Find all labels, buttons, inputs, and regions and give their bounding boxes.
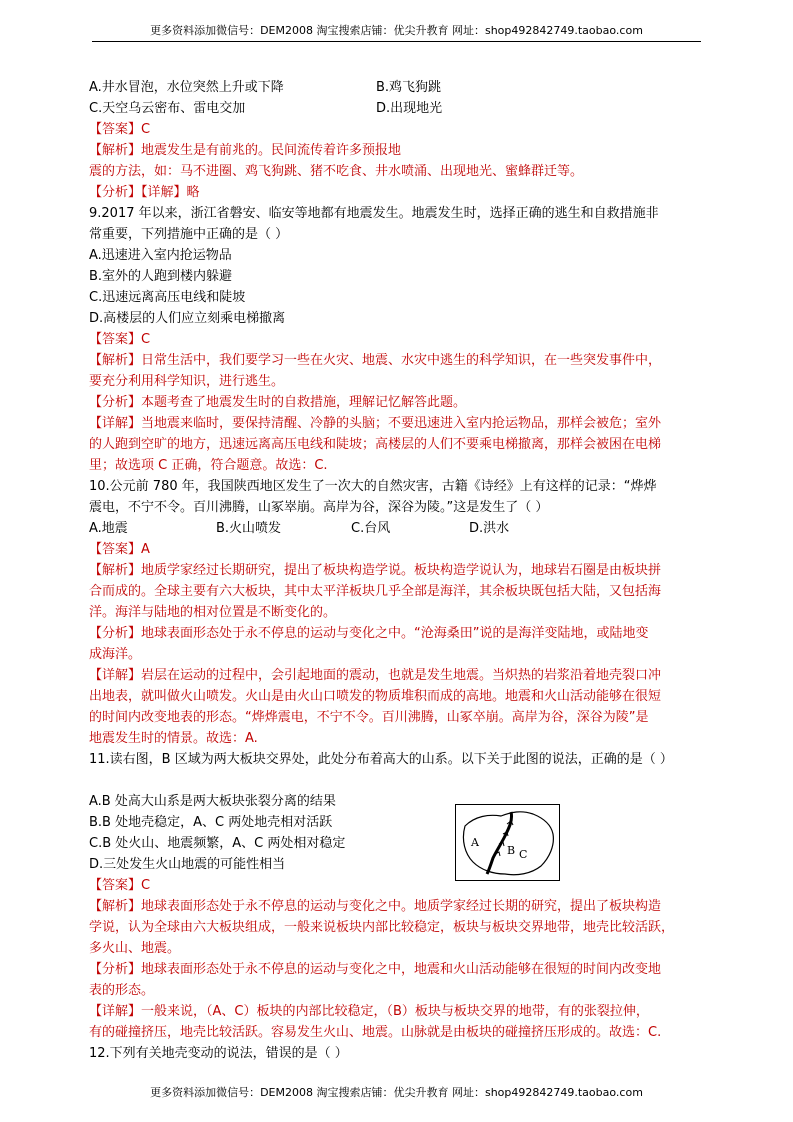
analysis: 多火山、地震。 xyxy=(89,941,181,956)
spacer xyxy=(89,770,704,791)
plate-map-svg xyxy=(455,804,560,881)
question-stem: 11.读右图，B 区域为两大板块交界处，此处分布着高大的山系。以下关于此图的说法，正确的是（ ） xyxy=(89,752,673,767)
detail: 的人跑到空旷的地方，迅速远离高压电线和陡坡；高楼层的人们不要乘电梯撤离，那样会被困在电梯 xyxy=(89,437,662,452)
fenxi: 【分析】地球表面形态处于永不停息的运动与变化之中。“沧海桑田”说的是海洋变陆地，或陆地变 xyxy=(89,626,649,641)
option-b: B.室外的人跑到楼内躲避 xyxy=(89,269,233,284)
option-d: D.洪水 xyxy=(469,521,510,536)
map-label-b: B xyxy=(507,844,516,857)
option-a: A.迅速进入室内抢运物品 xyxy=(89,248,232,263)
map-label-a: A xyxy=(471,836,479,849)
header-divider xyxy=(92,41,701,42)
option-b: B.B 处地壳稳定，A、C 两处地壳相对活跃 xyxy=(89,815,333,830)
page-header: 更多资料添加微信号：DEM2008 淘宝搜索店铺：优尖升教育 网址：shop492842749.taobao.com xyxy=(150,24,643,37)
page-footer: 更多资料添加微信号：DEM2008 淘宝搜索店铺：优尖升教育 网址：shop492842749.taobao.com xyxy=(150,1086,643,1099)
option-a: A.井水冒泡，水位突然上升或下降 xyxy=(89,80,284,95)
option-b: B.火山喷发 xyxy=(216,521,282,536)
fenxi: 【分析】本题考查了地震发生时的自救措施，理解记忆解答此题。 xyxy=(89,395,467,410)
detail: 出地表，就叫做火山喷发。火山是由火山口喷发的物质堆积而成的高地。地震和火山活动能够在很短 xyxy=(89,689,662,704)
answer: 【答案】A xyxy=(89,542,150,557)
analysis: 【解析】日常生活中，我们要学习一些在火灾、地震、水灾中逃生的科学知识，在一些突发事件中， xyxy=(89,353,662,368)
plate-map-figure xyxy=(455,804,560,881)
detail: 【详解】一般来说，（A、C）板块的内部比较稳定，（B）板块与板块交界的地带，有的张裂拉伸， xyxy=(89,1004,649,1019)
option-row xyxy=(89,98,704,119)
detail: 里；故选项 C 正确，符合题意。故选：C. xyxy=(89,458,328,473)
question-stem: 9.2017 年以来，浙江省磐安、临安等地都有地震发生。地震发生时，选择正确的逃生和自救措施非 xyxy=(89,206,659,221)
fenxi: 成海洋。 xyxy=(89,647,142,662)
question-stem: 12.下列有关地壳变动的说法，错误的是（ ） xyxy=(89,1046,348,1061)
option-row xyxy=(89,518,704,539)
detail: 有的碰撞挤压，地壳比较活跃。容易发生火山、地震。山脉就是由板块的碰撞挤压形成的。故选：C. xyxy=(89,1025,662,1040)
analysis: 【解析】地球表面形态处于永不停息的运动与变化之中。地质学家经过长期的研究，提出了板块构造 xyxy=(89,899,662,914)
analysis: 学说，认为全球由六大板块组成，一般来说板块内部比较稳定，板块与板块交界地带，地壳比较活跃， xyxy=(89,920,675,935)
option-c: C.天空乌云密布、雷电交加 xyxy=(89,101,246,116)
question-stem: 常重要，下列措施中正确的是（ ） xyxy=(89,227,289,242)
option-b: B.鸡飞狗跳 xyxy=(376,80,442,95)
option-c: C.台风 xyxy=(351,521,391,536)
analysis: 震的方法，如：马不进圈、鸡飞狗跳、猪不吃食、井水喷涌、出现地光、蜜蜂群迁等。 xyxy=(89,164,584,179)
analysis: 洋。海洋与陆地的相对位置是不断变化的。 xyxy=(89,605,337,620)
answer: 【答案】C xyxy=(89,122,151,137)
map-label-c: C xyxy=(519,848,528,861)
option-a: A.地震 xyxy=(89,521,128,536)
option-c: C.迅速远离高压电线和陡坡 xyxy=(89,290,246,305)
analysis: 要充分利用科学知识，进行逃生。 xyxy=(89,374,285,389)
question-stem: 10.公元前 780 年，我国陕西地区发生了一次大的自然灾害，古籍《诗经》上有这样的记录：“烨烨 xyxy=(89,479,657,494)
detail: 的时间内改变地表的形态。“烨烨震电，不宁不令。百川沸腾，山冢卒崩。高岸为谷，深谷为陵”是 xyxy=(89,710,649,725)
option-row xyxy=(89,77,704,98)
document-body xyxy=(89,77,704,1064)
analysis: 【解析】地震发生是有前兆的。民间流传着许多预报地 xyxy=(89,143,402,158)
fenxi: 【分析】【详解】略 xyxy=(89,185,200,200)
analysis: 合而成的。全球主要有六大板块，其中太平洋板块几乎全部是海洋，其余板块既包括大陆，又包括海 xyxy=(89,584,662,599)
detail: 【详解】当地震来临时，要保持清醒、冷静的头脑；不要迅速进入室内抢运物品，那样会被危；室外 xyxy=(89,416,662,431)
option-d: D.三处发生火山地震的可能性相当 xyxy=(89,857,286,872)
option-a: A.B 处高大山系是两大板块张裂分离的结果 xyxy=(89,794,336,809)
answer: 【答案】C xyxy=(89,332,151,347)
detail: 【详解】岩层在运动的过程中，会引起地面的震动，也就是发生地震。当炽热的岩浆沿着地壳裂口冲 xyxy=(89,668,662,683)
fenxi: 表的形态。 xyxy=(89,983,155,998)
detail: 地震发生时的情景。故选：A. xyxy=(89,731,258,746)
option-d: D.出现地光 xyxy=(376,101,443,116)
question-stem: 震电，不宁不令。百川沸腾，山冢崒崩。高岸为谷，深谷为陵。”这是发生了（ ） xyxy=(89,500,549,515)
answer: 【答案】C xyxy=(89,878,151,893)
analysis: 【解析】地质学家经过长期研究，提出了板块构造学说。板块构造学说认为，地球岩石圈是由板块拼 xyxy=(89,563,662,578)
option-d: D.高楼层的人们应立刻乘电梯撤离 xyxy=(89,311,286,326)
fenxi: 【分析】地球表面形态处于永不停息的运动与变化之中，地震和火山活动能够在很短的时间内改变地 xyxy=(89,962,662,977)
option-c: C.B 处火山、地震频繁，A、C 两处相对稳定 xyxy=(89,836,346,851)
